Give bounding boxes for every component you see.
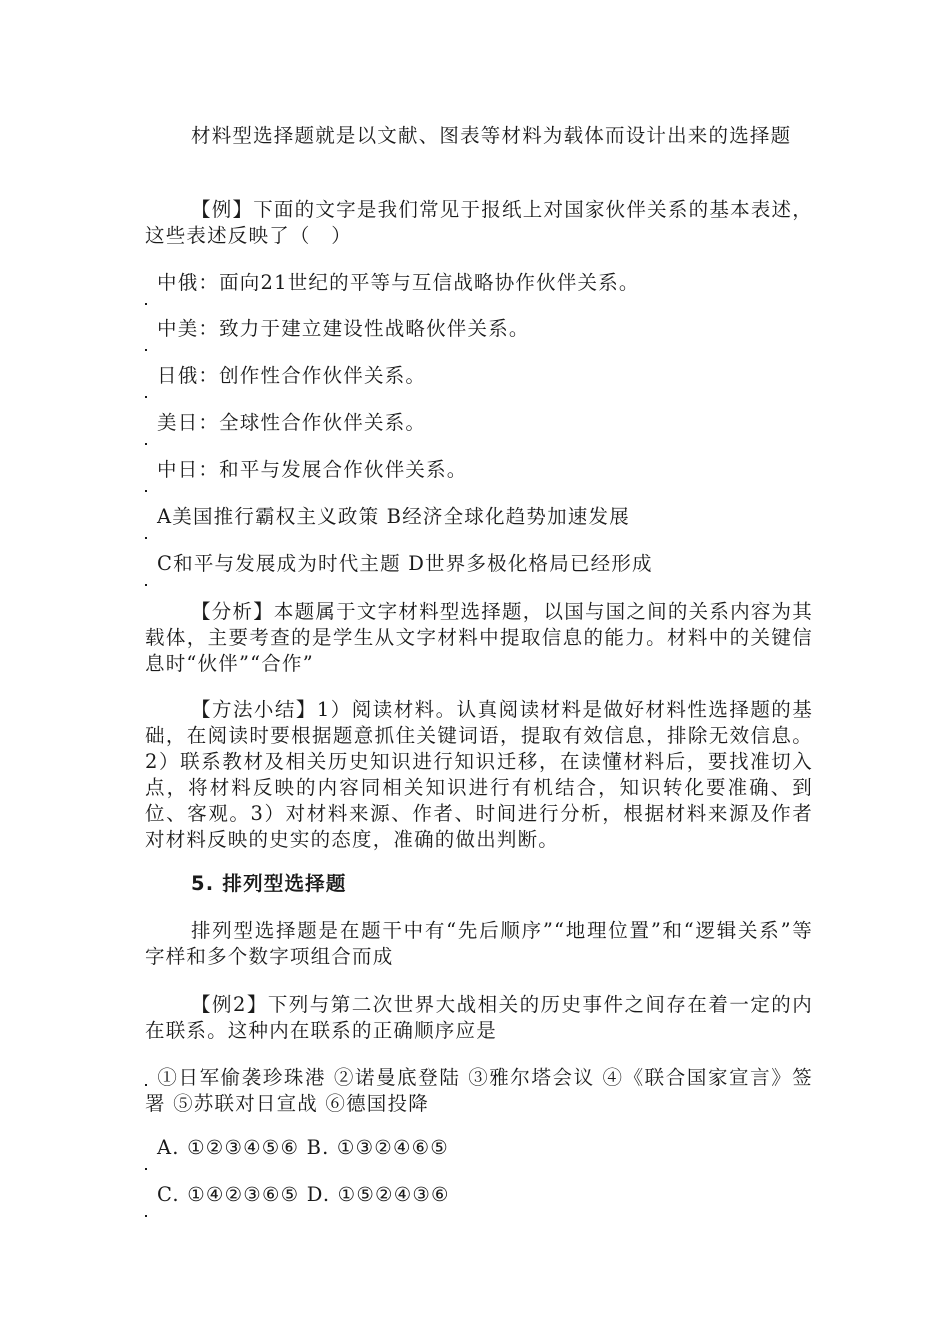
example1-question: 【例】下面的文字是我们常见于报纸上对国家伙伴关系的基本表述，这些表述反映了（ ） [145,198,813,247]
example2-option-line: C. ①④②③⑥⑤ D. ①⑤②④③⑥ [157,1183,450,1206]
intro-paragraph: 材料型选择题就是以文献、图表等材料为载体而设计出来的选择题 [191,124,792,147]
section5-heading: 5. 排列型选择题 [191,872,347,895]
example1-item: 中美：致力于建立建设性战略伙伴关系。 [157,317,530,340]
example1-option-line: C和平与发展成为时代主题 D世界多极化格局已经形成 [157,552,653,575]
example1-item: 中日：和平与发展合作伙伴关系。 [157,458,468,481]
example1-item: 美日：全球性合作伙伴关系。 [157,411,427,434]
example1-option-line: A美国推行霸权主义政策 B经济全球化趋势加速发展 [157,505,630,528]
example2-question: 【例2】下列与第二次世界大战相关的历史事件之间存在着一定的内在联系。这种内在联系的正确顺序应是 [145,993,813,1042]
example1-item: 日俄：创作性合作伙伴关系。 [157,364,427,387]
example2-events: ①日军偷袭珍珠港 ②诺曼底登陆 ③雅尔塔会议 ④《联合国家宣言》签署 ⑤苏联对日宣战 ⑥德国投降 [145,1066,813,1115]
bullet-dot [145,1074,157,1084]
analysis-paragraph: 【分析】本题属于文字材料型选择题，以国与国之间的关系内容为其载体，主要考查的是学生从文字材料中提取信息的能力。材料中的关键信息时“伙伴”“合作” [145,600,813,675]
example2-option-line: A. ①②③④⑤⑥ B. ①③②④⑥⑤ [157,1136,449,1159]
section5-intro: 排列型选择题是在题干中有“先后顺序”“地理位置”和“逻辑关系”等字样和多个数字项组合而成 [145,919,813,968]
example1-item: 中俄：面向21世纪的平等与互信战略协作伙伴关系。 [157,271,640,294]
method-summary-paragraph: 【方法小结】1）阅读材料。认真阅读材料是做好材料性选择题的基础，在阅读时要根据题意抓住关键词语，提取有效信息，排除无效信息。2）联系教材及相关历史知识进行知识迁移，在读懂材料后，要找准切入点，将材料反映的内容同相关知识进行有机结合，知识转化要准确、到位、客观。3）对材料来源、作者、时间进行分析，根据材料来源及作者对材料反映的史实的态度，准确的做出判断。 [145,698,813,851]
